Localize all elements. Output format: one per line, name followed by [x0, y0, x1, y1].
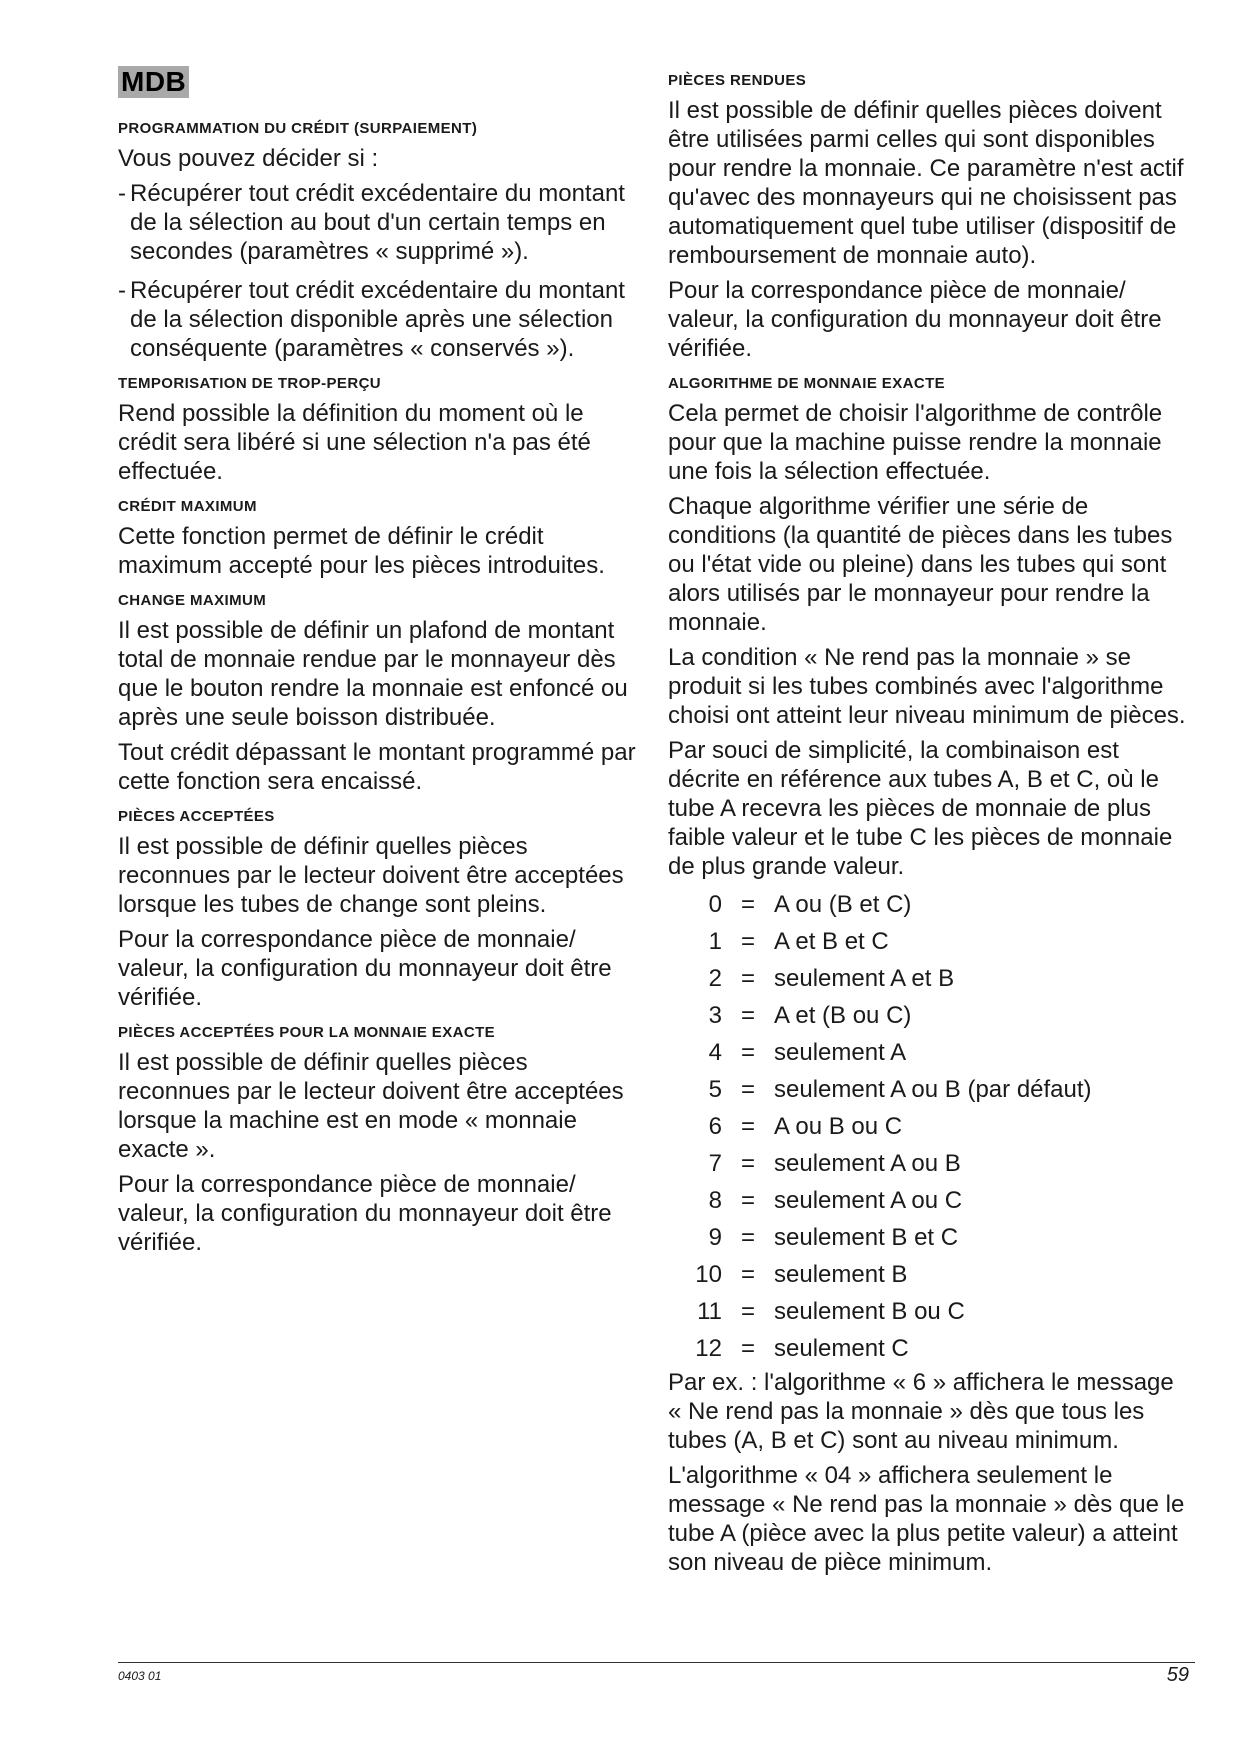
- paragraph: Pour la correspondance pièce de monnaie/ valeur, la configuration du monnayeur doit être vérifiée.: [118, 1171, 612, 1256]
- paragraph: Il est possible de définir quelles pièces doivent être utilisées parmi celles qui sont disponibles pour rendre la monnaie. Ce paramètre n'est actif qu'avec des monnayeurs qui ne choisissent pas automatiquement quel tube utiliser (dispositif de remboursement de monnaie auto).: [668, 97, 1184, 269]
- algorithm-row: 11 = seulement B ou C: [697, 1298, 965, 1325]
- paragraph: Cette fonction permet de définir le crédit maximum accepté pour les pièces introduites.: [118, 523, 605, 579]
- paragraph: Par ex. : l'algorithme « 6 » affichera le message « Ne rend pas la monnaie » dès que tous les tubes (A, B et C) sont au niveau minimum.: [668, 1369, 1174, 1454]
- algorithm-row: 8 = seulement A ou C: [708, 1187, 963, 1214]
- algorithm-row: 9 = seulement B et C: [708, 1224, 959, 1251]
- paragraph: Vous pouvez décider si :: [118, 145, 379, 172]
- footer-divider: [118, 1662, 1195, 1663]
- paragraph: L'algorithme « 04 » affichera seulement le message « Ne rend pas la monnaie » dès que le tube A (pièce avec la plus petite valeur) a atteint son niveau de pièce minimum.: [668, 1462, 1185, 1576]
- page-number: 59: [1166, 1664, 1189, 1686]
- right-column: [668, 72, 1193, 1583]
- paragraph: La condition « Ne rend pas la monnaie » se produit si les tubes combinés avec l'algorithme choisi ont atteint leur niveau minimum de pièces.: [668, 644, 1186, 729]
- algorithm-row: 5 = seulement A ou B (par défaut): [708, 1076, 1092, 1103]
- algorithm-row: 1 = A et B et C: [708, 928, 889, 955]
- document-code: 0403 01: [118, 1669, 162, 1683]
- heading-algorithme: ALGORITHME DE MONNAIE EXACTE: [668, 375, 946, 392]
- paragraph: Rend possible la définition du moment où le crédit sera libéré si une sélection n'a pas été effectuée.: [118, 400, 591, 485]
- algorithm-row: 6 = A ou B ou C: [708, 1113, 903, 1140]
- algorithm-row: 2 = seulement A et B: [708, 965, 955, 992]
- paragraph: Pour la correspondance pièce de monnaie/ valeur, la configuration du monnayeur doit être vérifiée.: [118, 926, 612, 1011]
- algorithm-row: 0 = A ou (B et C): [708, 891, 912, 918]
- algorithm-list: [668, 887, 1193, 1366]
- heading-temporisation: TEMPORISATION DE TROP-PERÇU: [118, 375, 382, 392]
- heading-pieces-acceptees: PIÈCES ACCEPTÉES: [118, 808, 275, 825]
- paragraph: Chaque algorithme vérifier une série de conditions (la quantité de pièces dans les tubes ou l'état vide ou pleine) dans les tubes qui sont alors utilisés par le monnayeur pour rendre la monnaie.: [668, 493, 1173, 636]
- list-item: - Récupérer tout crédit excédentaire du montant de la sélection disponible après une sélection conséquente (paramètres « conservés »).: [118, 277, 625, 362]
- algorithm-row: 10 = seulement B: [695, 1261, 908, 1288]
- algorithm-row: 3 = A et (B ou C): [708, 1002, 912, 1029]
- section-badge: MDB: [118, 66, 189, 98]
- heading-pieces-monnaie-exacte: PIÈCES ACCEPTÉES POUR LA MONNAIE EXACTE: [118, 1024, 496, 1041]
- algorithm-row: 7 = seulement A ou B: [708, 1150, 961, 1177]
- paragraph: Tout crédit dépassant le montant programmé par cette fonction sera encaissé.: [118, 739, 636, 795]
- heading-pieces-rendues: PIÈCES RENDUES: [668, 72, 807, 89]
- heading-credit-maximum: CRÉDIT MAXIMUM: [118, 498, 257, 515]
- algorithm-row: 4 = seulement A: [708, 1039, 907, 1066]
- paragraph: Il est possible de définir un plafond de montant total de monnaie rendue par le monnayeur dès que le bouton rendre la monnaie est enfoncé ou après une seule boisson distribuée.: [118, 617, 628, 731]
- list-item: - Récupérer tout crédit excédentaire du montant de la sélection au bout d'un certain temps en secondes (paramètres « supprimé »).: [118, 180, 625, 265]
- paragraph: Par souci de simplicité, la combinaison est décrite en référence aux tubes A, B et C, où le tube A recevra les pièces de monnaie de plus faible valeur et le tube C les pièces de monnaie de plus grande valeur.: [668, 737, 1173, 880]
- left-column: [118, 66, 638, 1263]
- paragraph: Cela permet de choisir l'algorithme de contrôle pour que la machine puisse rendre la monnaie une fois la sélection effectuée.: [668, 400, 1163, 485]
- paragraph: Il est possible de définir quelles pièces reconnues par le lecteur doivent être acceptées lorsque la machine est en mode « monnaie exacte ».: [118, 1049, 624, 1163]
- paragraph: Pour la correspondance pièce de monnaie/ valeur, la configuration du monnayeur doit être vérifiée.: [668, 277, 1162, 362]
- heading-programmation-credit: PROGRAMMATION DU CRÉDIT (SURPAIEMENT): [118, 120, 478, 137]
- algorithm-row: 12 = seulement C: [695, 1335, 909, 1362]
- heading-change-maximum: CHANGE MAXIMUM: [118, 592, 267, 609]
- paragraph: Il est possible de définir quelles pièces reconnues par le lecteur doivent être acceptées lorsque les tubes de change sont pleins.: [118, 833, 624, 918]
